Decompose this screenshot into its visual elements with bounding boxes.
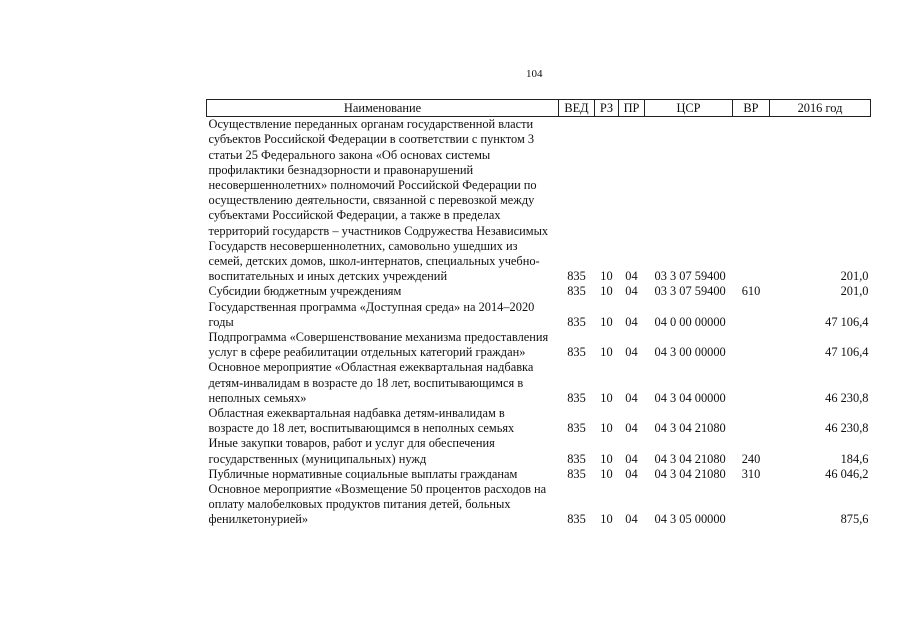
row-amount-cell: 201,0	[840, 284, 869, 299]
row-csr-cell: 03 3 07 59400	[654, 284, 726, 299]
row-amount-cell: 875,6	[840, 512, 869, 527]
row-name-cell: Государственная программа «Доступная среда» на 2014–2020 годы	[208, 299, 535, 329]
header-name: Наименование	[207, 100, 559, 117]
row-csr-cell: 04 3 04 00000	[654, 390, 726, 405]
row-csr-cell: 04 3 04 21080	[654, 421, 726, 436]
row-vr-cell: 610	[741, 284, 761, 299]
header-vr: ВР	[733, 100, 770, 117]
table-row	[207, 360, 871, 406]
header-ved: ВЕД	[559, 100, 595, 117]
row-pr-cell: 04	[625, 314, 638, 329]
table-body	[207, 117, 871, 528]
header-rz: РЗ	[595, 100, 619, 117]
row-amount-cell: 47 106,4	[825, 314, 869, 329]
header-year: 2016 год	[770, 100, 871, 117]
row-rz-cell: 10	[600, 284, 613, 299]
row-ved-cell: 835	[567, 269, 586, 284]
row-pr-cell: 04	[625, 421, 638, 436]
row-csr-cell: 04 3 05 00000	[654, 512, 726, 527]
row-vr-cell: 310	[741, 466, 761, 481]
row-amount-cell: 46 230,8	[825, 421, 869, 436]
row-pr-cell: 04	[625, 390, 638, 405]
table-row	[207, 117, 871, 285]
row-csr-cell: 04 3 00 00000	[654, 345, 726, 360]
row-name-cell: Осуществление переданных органам государственной власти субъектов Российской Федерации в соответствии с пунктом 3 статьи 25 Федерального закона «Об основах системы профилактики безнадзорности и правонарушений несовершеннолетних» полномочий Российской Федерации по осуществлению деятельности, связанной с перевозкой между субъектами Российской Федерации, а также в пределах территорий государств – участников Содружества Независимых Государств несовершеннолетних, самовольно ушедших из семей, детских домов, школ-интернатов, специальных учебно-воспитательных и иных детских учреждений	[208, 117, 549, 284]
row-amount-cell: 46 230,8	[825, 390, 869, 405]
table-row	[207, 467, 871, 482]
row-amount-cell: 201,0	[840, 269, 869, 284]
budget-table	[206, 99, 871, 528]
row-name-cell: Основное мероприятие «Возмещение 50 процентов расходов на оплату малобелковых продуктов питания детей, больных фенилкетонурией»	[208, 482, 547, 527]
table-row	[207, 300, 871, 330]
row-vr-cell	[733, 360, 770, 406]
row-vr-cell	[733, 330, 770, 360]
header-csr: ЦСР	[645, 100, 733, 117]
table-row	[207, 284, 871, 299]
row-rz-cell: 10	[600, 314, 613, 329]
row-csr-cell: 04 3 04 21080	[654, 451, 726, 466]
table-row	[207, 406, 871, 436]
row-vr-cell	[733, 482, 770, 528]
table-header	[207, 100, 871, 117]
row-rz-cell: 10	[600, 269, 613, 284]
row-amount-cell: 46 046,2	[825, 466, 869, 481]
row-amount-cell: 47 106,4	[825, 345, 869, 360]
row-name-cell: Подпрограмма «Совершенствование механизма предоставления услуг в сфере реабилитации отдельных категорий граждан»	[208, 330, 549, 360]
row-rz-cell: 10	[600, 390, 613, 405]
row-ved-cell: 835	[567, 345, 586, 360]
row-name-cell: Областная ежеквартальная надбавка детям-инвалидам в возрасте до 18 лет, воспитывающимся в неполных семьях	[208, 406, 515, 436]
row-name-cell: Субсидии бюджетным учреждениям	[208, 284, 402, 299]
row-pr-cell: 04	[625, 269, 638, 284]
row-rz-cell: 10	[600, 512, 613, 527]
row-pr-cell: 04	[625, 466, 638, 481]
row-pr-cell: 04	[625, 284, 638, 299]
budget-table-container	[206, 99, 870, 528]
row-ved-cell: 835	[567, 451, 586, 466]
row-vr-cell: 240	[741, 451, 761, 466]
table-row	[207, 482, 871, 528]
row-pr-cell: 04	[625, 512, 638, 527]
row-name-cell: Основное мероприятие «Областная ежеквартальная надбавка детям-инвалидам в возрасте до 18 лет, воспитывающимся в неполных семьях»	[208, 360, 534, 405]
table-row	[207, 330, 871, 360]
row-csr-cell: 04 0 00 00000	[654, 314, 726, 329]
row-vr-cell	[733, 117, 770, 285]
row-name-cell: Публичные нормативные социальные выплаты гражданам	[208, 466, 518, 481]
row-rz-cell: 10	[600, 421, 613, 436]
row-ved-cell: 835	[567, 390, 586, 405]
row-csr-cell: 04 3 04 21080	[654, 466, 726, 481]
row-vr-cell	[733, 300, 770, 330]
row-rz-cell: 10	[600, 451, 613, 466]
row-pr-cell: 04	[625, 345, 638, 360]
header-row	[207, 100, 871, 117]
row-rz-cell: 10	[600, 345, 613, 360]
row-ved-cell: 835	[567, 512, 586, 527]
row-name-cell: Иные закупки товаров, работ и услуг для обеспечения государственных (муниципальных) нужд	[208, 436, 495, 466]
row-ved-cell: 835	[567, 284, 586, 299]
page-number: 104	[526, 68, 543, 80]
row-pr-cell: 04	[625, 451, 638, 466]
row-csr-cell: 03 3 07 59400	[654, 269, 726, 284]
row-vr-cell	[733, 406, 770, 436]
row-ved-cell: 835	[567, 466, 586, 481]
row-rz-cell: 10	[600, 466, 613, 481]
row-amount-cell: 184,6	[840, 451, 869, 466]
row-ved-cell: 835	[567, 421, 586, 436]
table-row	[207, 436, 871, 466]
row-ved-cell: 835	[567, 314, 586, 329]
header-pr: ПР	[619, 100, 645, 117]
